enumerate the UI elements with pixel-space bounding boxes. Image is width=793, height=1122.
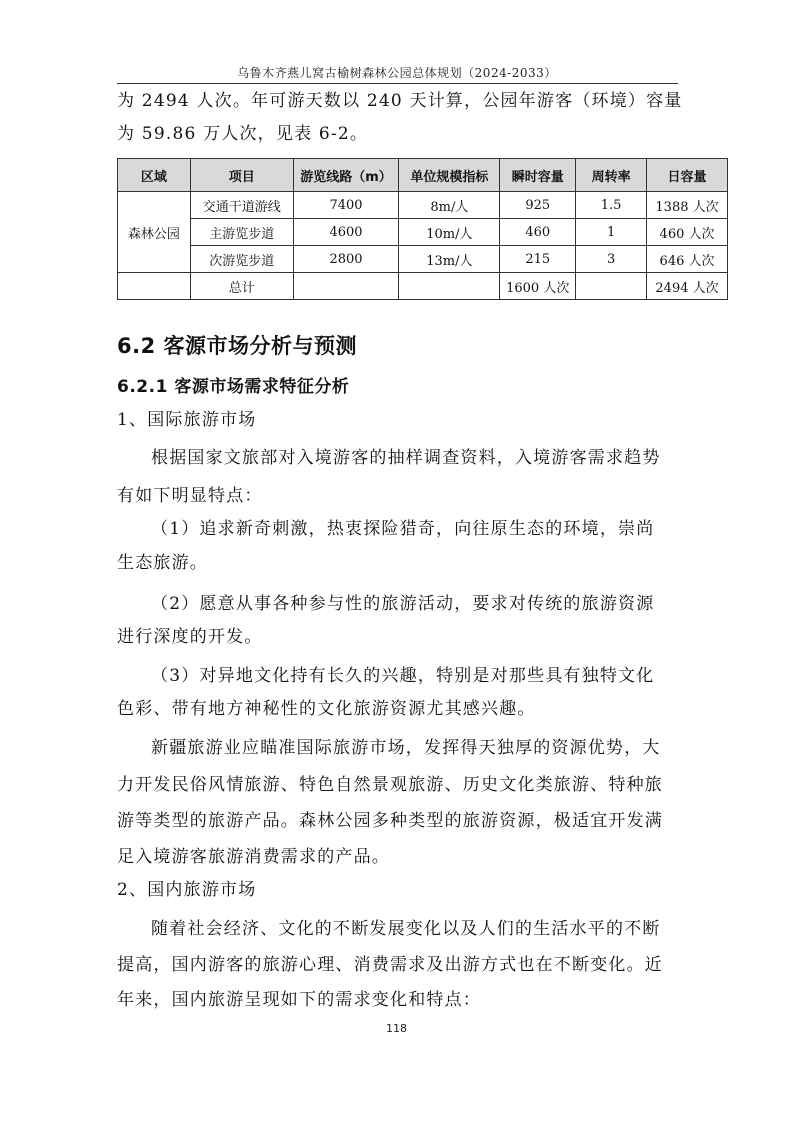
- table-total-row: [118, 273, 728, 300]
- instant-cell: 460: [500, 219, 576, 246]
- daily-cell: 460 人次: [647, 219, 728, 246]
- total-unit-cell: [399, 273, 500, 300]
- table-row: [118, 192, 728, 219]
- length-cell: 7400: [293, 192, 399, 219]
- turnover-cell: 1.5: [576, 192, 647, 219]
- paragraph-line: 随着社会经济、文化的不断发展变化以及人们的生活水平的不断: [151, 919, 661, 939]
- col-header-item: 项目: [190, 159, 293, 192]
- total-length-cell: [293, 273, 399, 300]
- total-instant-cell: 1600 人次: [500, 273, 576, 300]
- unit-cell: 10m/人: [399, 219, 500, 246]
- col-header-instant: 瞬时容量: [500, 159, 576, 192]
- intro-line-1: 为 2494 人次。年可游天数以 240 天计算，公园年游客（环境）容量: [117, 91, 683, 111]
- paragraph-line: 提高，国内游客的旅游心理、消费需求及出游方式也在不断变化。近: [117, 955, 663, 975]
- turnover-cell: 1: [576, 219, 647, 246]
- paragraph-line: 年来，国内旅游呈现如下的需求变化和特点：: [117, 990, 481, 1010]
- paragraph-line: 新疆旅游业应瞄准国际旅游市场，发挥得天独厚的资源优势，大: [151, 738, 661, 758]
- paragraph-line: 力开发民俗风情旅游、特色自然景观旅游、历史文化类旅游、特种旅: [117, 775, 663, 795]
- col-header-daily: 日容量: [647, 159, 728, 192]
- length-cell: 4600: [293, 219, 399, 246]
- paragraph-line: （1）追求新奇刺激，热衷探险猎奇，向往原生态的环境，崇尚: [151, 519, 655, 539]
- paragraph-line: 色彩、带有地方神秘性的文化旅游资源尤其感兴趣。: [117, 699, 536, 719]
- instant-cell: 215: [500, 246, 576, 273]
- paragraph-line: 进行深度的开发。: [117, 627, 263, 647]
- total-label-cell: 总计: [190, 273, 293, 300]
- paragraph-line: 生态旅游。: [117, 553, 208, 573]
- item-cell: 交通干道游线: [190, 192, 293, 219]
- paragraph-line: 根据国家文旅部对入境游客的抽样调查资料，入境游客需求趋势: [151, 448, 661, 468]
- paragraph-line: 足入境游客旅游消费需求的产品。: [117, 847, 390, 867]
- paragraph-line: 游等类型的旅游产品。森林公园多种类型的旅游资源，极适宜开发满: [117, 811, 663, 831]
- daily-cell: 1388 人次: [647, 192, 728, 219]
- col-header-turnover: 周转率: [576, 159, 647, 192]
- paragraph-line: 有如下明显特点：: [117, 486, 263, 506]
- total-daily-cell: 2494 人次: [647, 273, 728, 300]
- table-row: [118, 219, 728, 246]
- page-number: 118: [386, 1022, 407, 1035]
- intro-line-2: 为 59.86 万人次，见表 6-2。: [117, 124, 369, 144]
- unit-cell: 8m/人: [399, 192, 500, 219]
- item-cell: 主游览步道: [190, 219, 293, 246]
- list-heading-domestic: 2、国内旅游市场: [117, 880, 257, 900]
- unit-cell: 13m/人: [399, 246, 500, 273]
- turnover-cell: 3: [576, 246, 647, 273]
- instant-cell: 925: [500, 192, 576, 219]
- daily-cell: 646 人次: [647, 246, 728, 273]
- col-header-unit: 单位规模指标: [399, 159, 500, 192]
- running-header: 乌鲁木齐燕儿窝古榆树森林公园总体规划（2024-2033）: [237, 66, 557, 80]
- table-row: [118, 246, 728, 273]
- section-heading-6-2: 6.2 客源市场分析与预测: [117, 334, 358, 358]
- header-rule: [117, 83, 678, 84]
- table-header-row: [118, 159, 728, 192]
- list-heading-international: 1、国际旅游市场: [117, 410, 257, 430]
- total-turnover-cell: [576, 273, 647, 300]
- paragraph-line: （3）对异地文化持有长久的兴趣，特别是对那些具有独特文化: [151, 666, 655, 686]
- region-cell: 森林公园: [118, 192, 191, 273]
- col-header-length: 游览线路（m）: [293, 159, 399, 192]
- col-header-region: 区域: [118, 159, 191, 192]
- subsection-heading-6-2-1: 6.2.1 客源市场需求特征分析: [117, 377, 350, 397]
- total-region-cell: [118, 273, 191, 300]
- paragraph-line: （2）愿意从事各种参与性的旅游活动，要求对传统的旅游资源: [151, 594, 655, 614]
- capacity-table: [117, 158, 728, 300]
- length-cell: 2800: [293, 246, 399, 273]
- item-cell: 次游览步道: [190, 246, 293, 273]
